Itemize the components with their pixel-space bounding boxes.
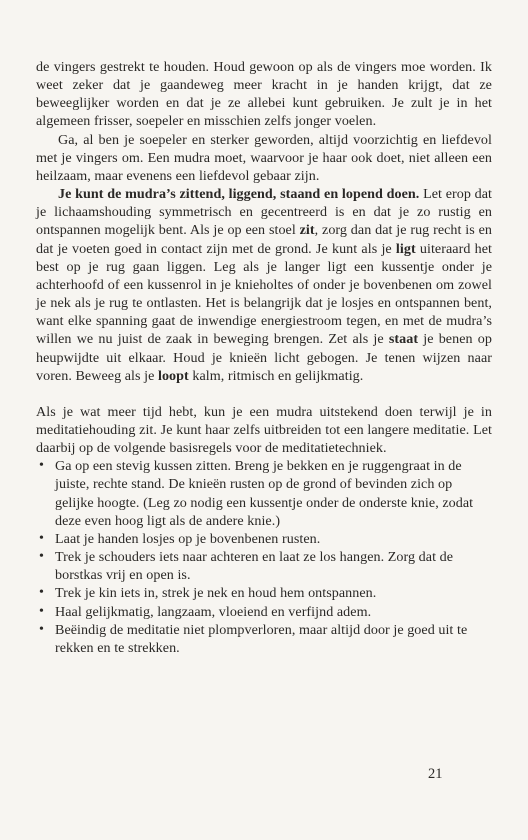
meditation-section [36, 403, 492, 657]
bold-word-loopt: loopt [157, 367, 189, 384]
bold-word-staat: staat [388, 331, 419, 348]
list-item [36, 621, 492, 657]
page-body [36, 58, 492, 657]
list-item [36, 603, 492, 621]
paragraph-3-part-4: je benen op heupwijdte uit elkaar. Houd je knieën licht gebogen. Je tenen wijzen naar voren. Beweeg als je [36, 331, 492, 384]
paragraph-3-part-5: kalm, ritmisch en gelijkmatig. [188, 367, 364, 384]
list-item-text: Trek je kin iets in, strek je nek en houd hem ontspannen. [55, 585, 377, 602]
bullet-icon: • [39, 530, 44, 546]
bullet-icon: • [39, 621, 44, 637]
bullet-icon: • [39, 603, 44, 619]
meditation-intro: Als je wat meer tijd hebt, kun je een mudra uitstekend doen terwijl je in meditatiehouding zit. Je kunt haar zelfs uitbreiden tot een langere meditatie. Let daarbij op de volgende basisregels voor de meditatietechniek. [36, 403, 492, 457]
list-item-text: Trek je schouders iets naar achteren en laat ze los hangen. Zorg dat de borstkas vrij en open is. [55, 549, 454, 584]
paragraph-3-part-3: uiteraard het best op je rug gaan liggen. Leg als je langer ligt een kussentje onder je achterhoofd of een kussenrol in je knieholtes of onder je bovenbenen om zowel je nek als je rug te ontlasten. Het is belangrijk dat je losjes en ontspannen bent, want elke spanning gaat de inwendige energiestroom tegen, en met de mudra’s willen we nu juist de zaak in beweging brengen. Zet als je [36, 240, 493, 348]
bold-word-ligt: ligt [395, 240, 416, 257]
paragraph-2: Ga, al ben je soepeler en sterker geworden, altijd voorzichtig en liefdevol met je vingers om. Een mudra moet, waarvoor je haar ook doet, niet alleen een heilzaam, maar evenens een liefdevol gebaar zijn. [36, 131, 492, 184]
list-item-text: Ga op een stevig kussen zitten. Breng je bekken en je ruggengraat in de juiste, rechte stand. De knieën rusten op de grond of bevinden zich op gelijke hoogte. (Leg zo nodig een kussentje onder de onderste knie, zodat deze even hoog ligt als de andere knie.) [55, 458, 474, 529]
list-item [36, 530, 492, 548]
paragraph-3 [36, 185, 492, 385]
paragraph-3-part-2: , zorg dan dat je rug recht is en dat je voeten goed in contact zijn met de grond. Je kunt als je [36, 222, 492, 257]
bullet-icon: • [39, 585, 44, 601]
list-item-text: Laat je handen losjes op je bovenbenen rusten. [55, 530, 321, 547]
bullet-icon: • [39, 549, 44, 565]
paragraph-3-part-1: Let erop dat je lichaamshouding symmetrisch en gecentreerd is en dat je zo rustig en ontspannen mogelijk bent. Als je op een stoel [36, 186, 493, 239]
list-item [36, 457, 492, 530]
list-item [36, 548, 492, 584]
basic-rules-list [36, 457, 492, 657]
paragraph-1: de vingers gestrekt te houden. Houd gewoon op als de vingers moe worden. Ik weet zeker dat je gaandeweg meer kracht in je handen krijgt, dat ze beweeglijker worden en dat je ze allebei kunt gebruiken. Je zult je in het algemeen frisser, soepeler en misschien zelfs jonger voelen. [36, 59, 492, 130]
list-item-text: Beëindig de meditatie niet plompverloren, maar altijd door je goed uit te rekken en te strekken. [55, 621, 468, 656]
bullet-icon: • [39, 458, 44, 474]
list-item-text: Haal gelijkmatig, langzaam, vloeiend en verfijnd adem. [55, 603, 372, 620]
page-number: 21 [428, 766, 443, 782]
bold-lead: Je kunt de mudra’s zittend, liggend, staand en lopend doen. [58, 186, 420, 203]
list-item [36, 584, 492, 602]
bold-word-zit: zit [299, 222, 315, 239]
